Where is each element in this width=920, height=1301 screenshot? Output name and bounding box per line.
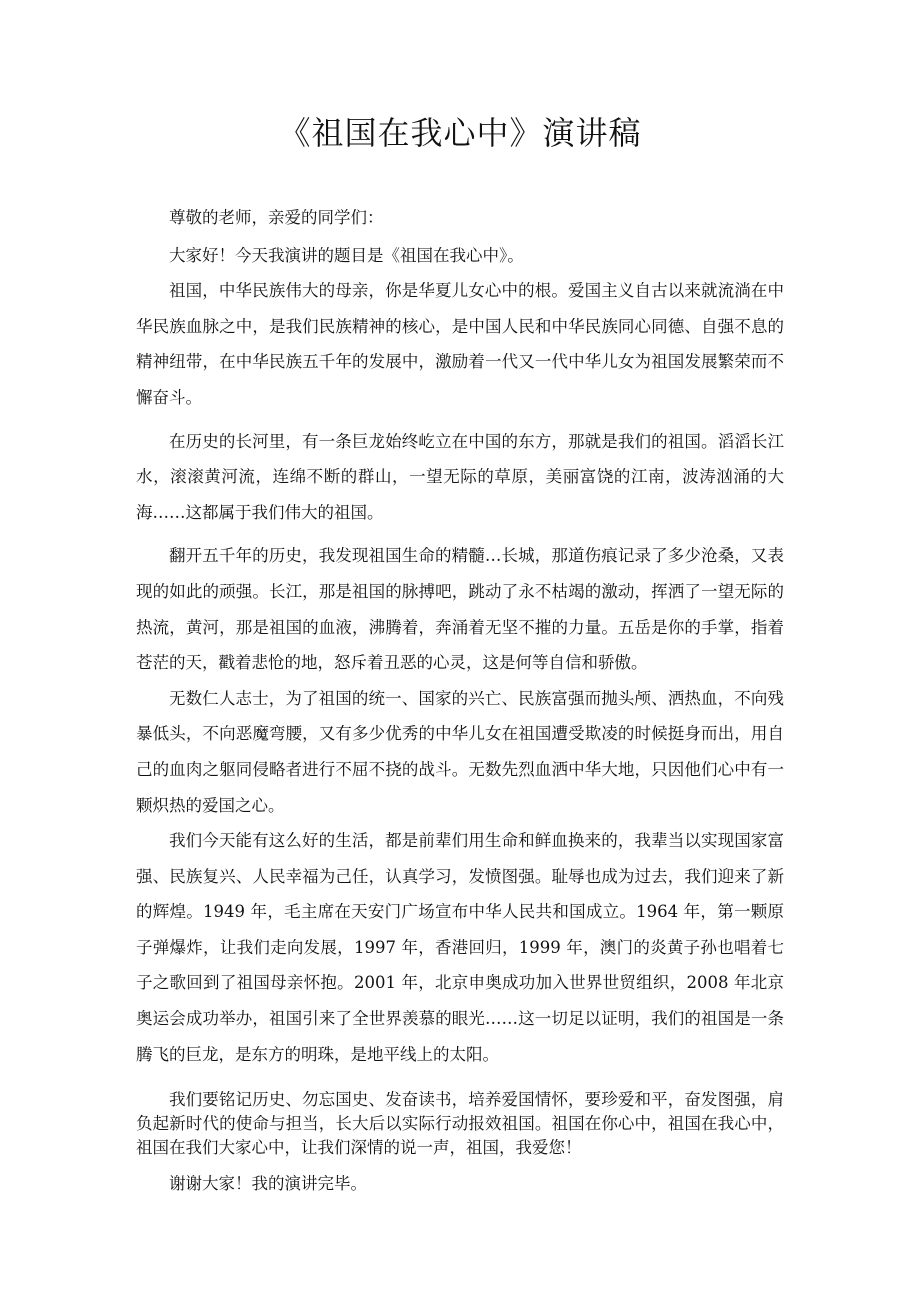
speech-body (136, 200, 784, 1202)
history-river-paragraph: 在历史的长河里，有一条巨龙始终屹立在中国的东方，那就是我们的祖国。滔滔长江水，滚滚黄河流，连绵不断的群山，一望无际的草原，美丽富饶的江南，波涛汹涌的大海……这都属于我们伟大的祖国。 (136, 431, 784, 522)
five-thousand-years-paragraph: 翻开五千年的历史，我发现祖国生命的精髓…长城，那道伤痕记录了多少沧桑，又表现的如此的顽强。长江，那是祖国的脉搏吧，跳动了永不枯竭的激动，挥洒了一望无际的热流，黄河，那是祖国的血液，沸腾着，奔涌着无坚不摧的力量。五岳是你的手掌，指着苍茫的天，戳着悲怆的地，怒斥着丑恶的心灵，这是何等自信和骄傲。 (136, 546, 784, 673)
motherland-paragraph: 祖国，中华民族伟大的母亲，你是华夏儿女心中的根。爱国主义自古以来就流淌在中华民族血脉之中，是我们民族精神的核心，是中国人民和中华民族同心同德、自强不息的精神纽带，在中华民族五千年的发展中，激励着一代又一代中华儿女为祖国发展繁荣而不懈奋斗。 (136, 281, 784, 407)
salutation-paragraph: 尊敬的老师，亲爱的同学们： (169, 208, 384, 227)
patriots-paragraph: 无数仁人志士，为了祖国的统一、国家的兴亡、民族富强而抛头颅、洒热血，不向残暴低头，不向恶魔弯腰，又有多少优秀的中华儿女在祖国遭受欺凌的时候挺身而出，用自己的血肉之躯同侵略者进行不屈不挠的战斗。无数先烈血洒中华大地，只因他们心中有一颗炽热的爱国之心。 (136, 688, 784, 815)
greeting-paragraph: 大家好！今天我演讲的题目是《祖国在我心中》。 (169, 245, 524, 265)
closing-paragraph: 谢谢大家！我的演讲完毕。 (169, 1174, 367, 1194)
document-title: 《祖国在我心中》演讲稿 (278, 114, 642, 152)
call-to-action-paragraph: 我们要铭记历史、勿忘国史、发奋读书，培养爱国情怀，要珍爱和平，奋发图强，肩负起新时代的使命与担当，长大后以实际行动报效祖国。祖国在你心中，祖国在我心中，祖国在我们大家心中，让我们深情的说一声，祖国，我爱您！ (136, 1090, 784, 1158)
modern-achievements-paragraph: 我们今天能有这么好的生活，都是前辈们用生命和鲜血换来的，我辈当以实现国家富强、民族复兴、人民幸福为己任，认真学习，发愤图强。耻辱也成为过去，我们迎来了新的辉煌。1949 年，毛主席在天安门广场宣布中华人民共和国成立。1964 年，第一颗原子弹爆炸，让我们走向发展，1997 年，香港回归，1999 年，澳门的炎黄子孙也唱着七子之歌回到了祖国母亲怀抱。2001 年，北京申奥成功加入世界世贸组织，2008 年北京奥运会成功举办，祖国引来了全世界羡慕的眼光……这一切足以证明，我们的祖国是一条腾飞的巨龙，是东方的明珠，是地平线上的太阳。 (136, 831, 784, 1064)
